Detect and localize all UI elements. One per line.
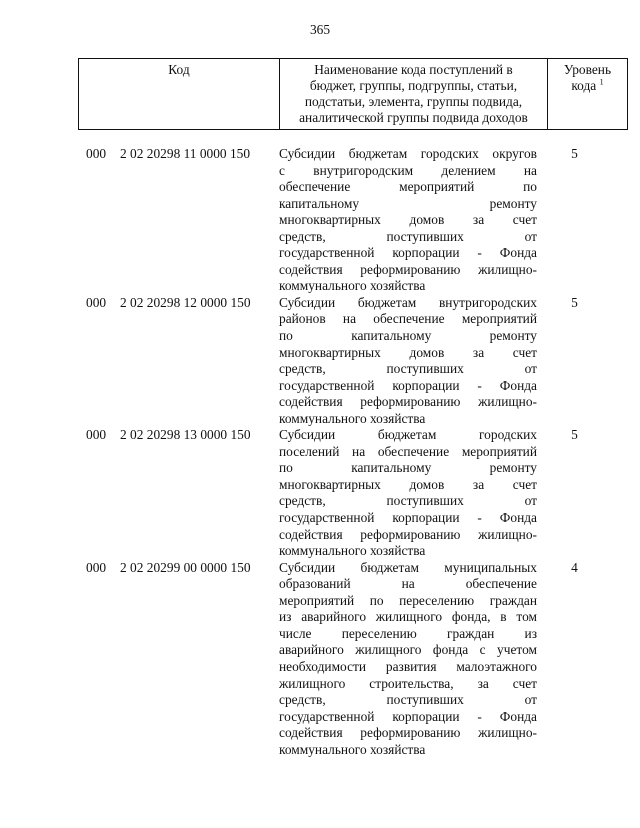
row-name-line: коммунального хозяйства	[279, 410, 426, 426]
row-name-line: по капитальному ремонту	[279, 460, 537, 476]
row-prefix: 000	[86, 427, 107, 443]
row-code: 2 02 20299 00 0000 150	[120, 559, 251, 575]
row-level: 5	[571, 427, 578, 443]
table-row	[78, 560, 612, 759]
row-name-line: содействия реформированию жилищно-	[279, 261, 537, 277]
row-name-line: Субсидии бюджетам внутригородских	[279, 294, 537, 310]
row-name	[274, 560, 537, 759]
row-name-line: аварийного жилищного фонда с учетом	[279, 642, 537, 658]
row-name-line: поселений на обеспечение мероприятий	[279, 443, 537, 459]
header-name	[280, 59, 548, 130]
row-name-line: образований на обеспечение	[279, 576, 537, 592]
header-name-line: аналитической группы подвида доходов	[299, 110, 528, 125]
row-name-line: средств, поступивших от	[279, 692, 537, 708]
row-name-line: Субсидии бюджетам городских округов	[279, 146, 537, 161]
header-name-line: Наименование кода поступлений в	[314, 62, 513, 77]
row-name-line: содействия реформированию жилищно-	[279, 725, 537, 741]
row-name-line: обеспечение мероприятий по	[279, 179, 537, 195]
table-row	[78, 146, 612, 295]
row-prefix: 000	[86, 146, 107, 161]
page-number: 365	[309, 22, 331, 37]
row-code: 2 02 20298 13 0000 150	[120, 427, 251, 443]
row-name-line: многоквартирных домов за счет	[279, 476, 537, 492]
header-level-word: кода	[571, 78, 597, 93]
table-body	[78, 146, 612, 758]
row-name-line: государственной корпорации - Фонда	[279, 708, 537, 724]
row-name-line: коммунального хозяйства	[279, 741, 426, 757]
row-name-line: государственной корпорации - Фонда	[279, 510, 537, 526]
row-name-line: государственной корпорации - Фонда	[279, 377, 537, 393]
row-name-line: коммунального хозяйства	[279, 543, 426, 559]
table-row	[78, 427, 612, 559]
header-row	[79, 59, 628, 130]
row-level: 4	[571, 559, 578, 575]
header-name-line: бюджет, группы, подгруппы, статьи,	[309, 78, 518, 93]
row-name-line: содействия реформированию жилищно-	[279, 526, 537, 542]
row-name-line: содействия реформированию жилищно-	[279, 394, 537, 410]
row-name-line: многоквартирных домов за счет	[279, 344, 537, 360]
row-name-line: из аварийного жилищного фонда, в том	[279, 609, 537, 625]
row-name-line: государственной корпорации - Фонда	[279, 245, 537, 261]
row-name-line: необходимости развития малоэтажного	[279, 658, 537, 674]
row-level: 5	[571, 146, 578, 161]
header-code: Код	[79, 59, 280, 130]
header-name-line: подстатьи, элемента, группы подвида,	[304, 94, 523, 109]
header-level	[548, 59, 628, 130]
row-name-line: районов на обеспечение мероприятий	[279, 311, 537, 327]
row-name-line: Субсидии бюджетам городских	[279, 427, 537, 443]
footnote-marker: 1	[599, 77, 604, 87]
row-name-line: числе переселению граждан из	[279, 625, 537, 641]
row-name-line: с внутригородским делением на	[279, 162, 537, 178]
row-name-line: многоквартирных домов за счет	[279, 212, 537, 228]
row-name	[274, 427, 537, 559]
row-name-line: мероприятий по переселению граждан	[279, 592, 537, 608]
row-name-line: Субсидии бюджетам муниципальных	[279, 559, 537, 575]
table-header	[78, 58, 628, 130]
row-level: 5	[571, 294, 578, 310]
row-name-line: средств, поступивших от	[279, 361, 537, 377]
row-name	[274, 146, 537, 295]
row-name-line: капитальному ремонту	[279, 195, 537, 211]
row-name	[274, 295, 537, 427]
row-name-line: по капитальному ремонту	[279, 328, 537, 344]
row-name-line: средств, поступивших от	[279, 493, 537, 509]
row-name-line: средств, поступивших от	[279, 228, 537, 244]
header-level-line: Уровень	[563, 62, 612, 77]
row-prefix: 000	[86, 559, 107, 575]
row-code: 2 02 20298 12 0000 150	[120, 294, 251, 310]
table-row	[78, 295, 612, 427]
row-name-line: коммунального хозяйства	[279, 278, 426, 294]
row-code: 2 02 20298 11 0000 150	[120, 146, 251, 161]
row-prefix: 000	[86, 294, 107, 310]
header-level-line2	[550, 78, 625, 94]
row-name-line: жилищного строительства, за счет	[279, 675, 537, 691]
